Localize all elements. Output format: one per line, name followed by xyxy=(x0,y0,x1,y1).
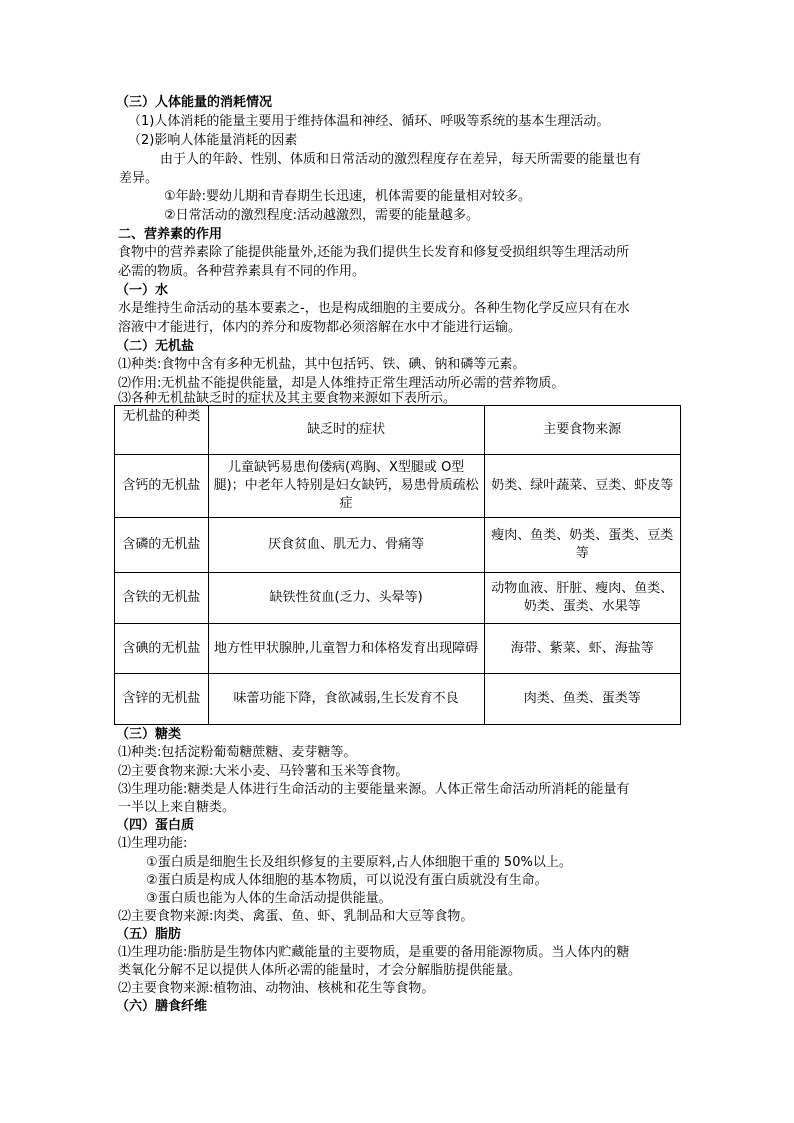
table-cell-symptom: 缺铁性贫血(乏力、头晕等) xyxy=(208,573,484,624)
paragraph-line: ①年龄:婴幼儿期和青春期生长迅速，机体需要的能量相对较多。 xyxy=(164,189,532,204)
paragraph-line: ⑶各种无机盐缺乏时的症状及其主要食物来源如下表所示。 xyxy=(118,391,457,406)
section-heading-minerals: （二）无机盐 xyxy=(116,339,195,354)
section-heading-carbohydrates: （三）糖类 xyxy=(116,727,182,742)
paragraph-line: 一半以上来自糖类。 xyxy=(118,800,236,815)
table-row xyxy=(115,674,681,725)
section-heading-nutrients: 二、营养素的作用 xyxy=(118,227,223,242)
table-row xyxy=(115,455,681,518)
paragraph-line: ⑵作用:无机盐不能提供能量，却是人体维持正常生理活动所必需的营养物质。 xyxy=(118,376,565,391)
table-cell-food-source: 动物血液、肝脏、瘦肉、鱼类、奶类、蛋类、水果等 xyxy=(484,573,680,624)
section-heading-dietary-fiber: （六）膳食纤维 xyxy=(116,999,208,1014)
paragraph-line: ⑴种类:包括淀粉葡萄糖蔗糖、麦芽糖等。 xyxy=(118,745,357,760)
table-cell-food-source: 瘦肉、鱼类、奶类、蛋类、豆类等 xyxy=(484,518,680,573)
table-header-row xyxy=(115,406,681,455)
paragraph-line: ②蛋白质是构成人体细胞的基本物质，可以说没有蛋白质就没有生命。 xyxy=(146,873,548,888)
paragraph-line: ⑴种类:食物中含有多种无机盐，其中包括钙、铁、碘、钠和磷等元素。 xyxy=(118,357,526,372)
section-heading-protein: （四）蛋白质 xyxy=(116,818,195,833)
table-cell-mineral: 含碘的无机盐 xyxy=(115,624,209,674)
paragraph-line: ③蛋白质也能为人体的生命活动提供能量。 xyxy=(146,891,392,906)
table-cell-mineral: 含铁的无机盐 xyxy=(115,573,209,624)
table-header-cell: 主要食物来源 xyxy=(484,406,680,455)
paragraph-line: 溶液中才能进行，体内的养分和废物都必须溶解在水中才能进行运输。 xyxy=(118,320,522,335)
table-header-cell: 缺乏时的症状 xyxy=(208,406,484,455)
table-cell-food-source: 奶类、绿叶蔬菜、豆类、虾皮等 xyxy=(484,455,680,518)
paragraph-line: 差异。 xyxy=(119,171,159,186)
paragraph-line: ⑵主要食物来源:大米小麦、马铃薯和玉米等食物。 xyxy=(118,764,409,779)
table-header-cell: 无机盐的种类 xyxy=(115,406,209,455)
paragraph-line: ⑵主要食物来源:植物油、动物油、核桃和花生等食物。 xyxy=(118,981,435,996)
paragraph-line: ②日常活动的激烈程度:活动越激烈，需要的能量越多。 xyxy=(164,208,480,223)
paragraph-line: 必需的物质。各种营养素具有不同的作用。 xyxy=(118,264,366,279)
table-row xyxy=(115,624,681,674)
paragraph-line: ①蛋白质是细胞生长及组织修复的主要原料,占人体细胞干重的 50%以上。 xyxy=(146,855,572,870)
table-row xyxy=(115,518,681,573)
table-cell-mineral: 含锌的无机盐 xyxy=(115,674,209,725)
section-heading-fat: （五）脂肪 xyxy=(116,927,182,942)
paragraph-line: ⑴生理功能: xyxy=(118,836,188,851)
paragraph-line: 由于人的年龄、性别、体质和日常活动的激烈程度存在差异，每天所需要的能量也有 xyxy=(160,152,642,167)
paragraph-line: （2)影响人体能量消耗的因素 xyxy=(128,133,298,148)
table-cell-mineral: 含磷的无机盐 xyxy=(115,518,209,573)
paragraph-line: 食物中的营养素除了能提供能量外,还能为我们提供生长发育和修复受损组织等生理活动所 xyxy=(118,245,630,260)
paragraph-line: 水是维持生命活动的基本要素之-，也是构成细胞的主要成分。各种生物化学反应只有在水 xyxy=(118,301,630,316)
table-cell-symptom: 地方性甲状腺肿,儿童智力和体格发育出现障碍 xyxy=(208,624,484,674)
table-cell-symptom: 味蕾功能下降，食欲减弱,生长发育不良 xyxy=(208,674,484,725)
table-row xyxy=(115,573,681,624)
table-cell-symptom: 儿童缺钙易患佝偻病(鸡胸、X型腿或 O型腿)；中老年人特别是妇女缺钙，易患骨质疏松症 xyxy=(208,455,484,518)
table-cell-food-source: 海带、紫菜、虾、海盐等 xyxy=(484,624,680,674)
paragraph-line: ⑴生理功能:脂肪是生物体内贮藏能量的主要物质，是重要的备用能源物质。当人体内的糖 xyxy=(118,945,630,960)
paragraph-line: ⑶生理功能:糖类是人体进行生命活动的主要能量来源。人体正常生命活动所消耗的能量有 xyxy=(118,782,630,797)
paragraph-line: （1)人体消耗的能量主要用于维持体温和神经、循环、呼吸等系统的基本生理活动。 xyxy=(128,114,610,129)
paragraph-line: 类氧化分解不足以提供人体所必需的能量时，才会分解脂肪提供能量。 xyxy=(118,963,522,978)
table-cell-symptom: 厌食贫血、肌无力、骨痛等 xyxy=(208,518,484,573)
table-cell-mineral: 含钙的无机盐 xyxy=(115,455,209,518)
paragraph-line: ⑵主要食物来源:肉类、禽蛋、鱼、虾、乳制品和大豆等食物。 xyxy=(118,909,474,924)
section-heading-energy-consumption: （三）人体能量的消耗情况 xyxy=(116,95,273,110)
table-cell-food-source: 肉类、鱼类、蛋类等 xyxy=(484,674,680,725)
section-heading-water: （一）水 xyxy=(116,283,169,298)
minerals-table xyxy=(114,405,681,725)
